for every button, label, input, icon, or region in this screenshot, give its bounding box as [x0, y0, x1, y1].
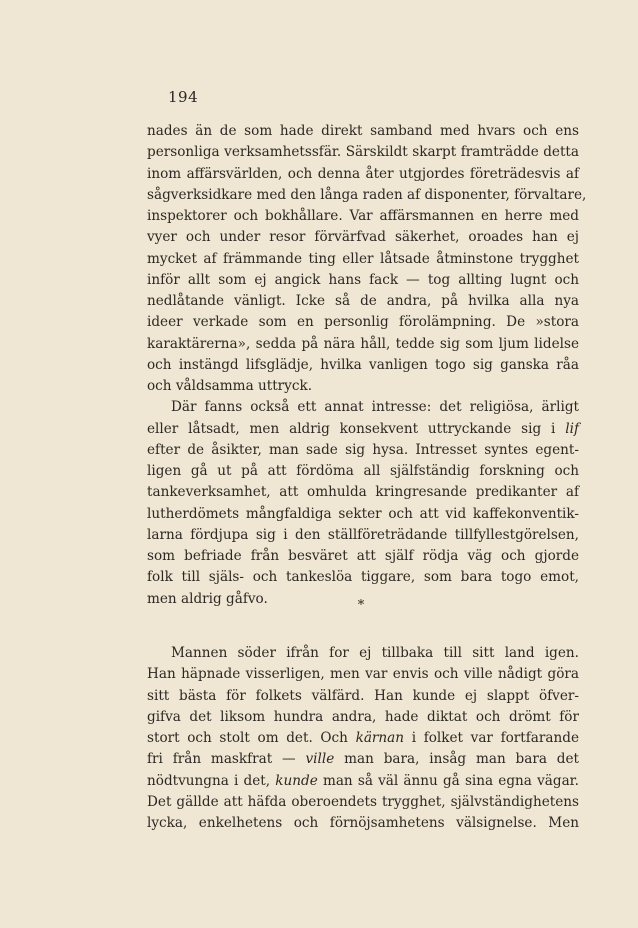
text-line: men aldrig gåfvo.: [147, 590, 268, 607]
text-line: ligen gå ut på att fördöma all själfständig forskning och: [147, 463, 579, 479]
main-text: [147, 121, 587, 610]
text-line: Det gällde att häfda oberoendets trygghet, självständighetens: [147, 793, 579, 810]
text-line: karaktärerna», sedda på nära håll, tedde sig som ljum lidelse: [147, 335, 579, 352]
text-line: [147, 771, 579, 792]
text-line: som befriade från besväret att själf rödja väg och gjorde: [147, 548, 579, 564]
text-run: eller låtsadt, men aldrig konsekvent uttryckande sig i: [147, 420, 566, 437]
text-line: larna fördjupa sig i den ställföreträdande tillfyllestgörelsen,: [147, 526, 579, 543]
text-line: sitt bästa för folkets välfärd. Han kunde ej slappt öfver-: [147, 687, 579, 704]
text-line: gifva det liksom hundra andra, hade diktat och drömt för: [147, 708, 579, 725]
text-line: sågverksidkare med den långa raden af disponenter, förvaltare,: [147, 186, 587, 203]
text-run: fri från maskfrat —: [147, 751, 306, 768]
text-line: mycket af främmande ting eller låtsade åtminstone trygghet: [147, 250, 579, 267]
main-text-continued: [147, 643, 579, 834]
section-separator: [0, 598, 638, 613]
text-line: Mannen söder ifrån for ej tillbaka till sitt land igen.: [171, 645, 579, 661]
text-line: [147, 728, 579, 749]
text-line: folk till själs- och tankeslöa tiggare, som bara togo emot,: [147, 569, 579, 586]
text-line: inom affärsvärlden, och denna åter utgjordes företrädesvis af: [147, 165, 579, 182]
text-run: man så väl ännu gå sina egna vägar.: [317, 772, 579, 789]
text-run: stort och stolt om det. Och: [147, 730, 356, 746]
text-line: Han häpnade visserligen, men var envis och ville nådigt göra: [147, 666, 579, 683]
text-line: efter de åsikter, man sade sig hysa. Intresset syntes egent-: [147, 441, 579, 458]
text-line: [147, 749, 579, 770]
text-line: personliga verksamhetssfär. Särskildt skarpt framträdde detta: [147, 144, 579, 161]
text-line: nedlåtande vänligt. Icke så de andra, på hvilka alla nya: [147, 293, 579, 309]
text-line: nades än de som hade direkt samband med hvars och ens: [147, 123, 579, 139]
text-line: och instängd lifsglädje, hvilka vanligen togo sig ganska råa: [147, 356, 579, 373]
text-line: inspektorer och bokhållare. Var affärsmannen en herre med: [147, 208, 579, 224]
text-run: i folket var fortfarande: [404, 730, 579, 746]
text-line: ideer verkade som en personlig förolämpning. De »stora: [147, 314, 579, 331]
text-line: Där fanns också ett annat intresse: det religiösa, ärligt: [171, 399, 579, 416]
text-line: lutherdömets mångfaldiga sekter och att vid kaffekonventik-: [147, 505, 579, 522]
italic-word: lif: [565, 420, 579, 437]
text-line: [147, 419, 579, 440]
asterisk: *: [357, 598, 365, 613]
italic-word: ville: [305, 751, 335, 768]
italic-word: kärnan: [355, 730, 405, 746]
page-number: 194: [168, 88, 199, 106]
text-run: man bara, insåg man bara det: [334, 751, 579, 768]
text-line: och våldsamma uttryck.: [147, 378, 313, 394]
text-line: tankeverksamhet, att omhulda kringresande predikanter af: [147, 484, 579, 501]
italic-word: kunde: [275, 772, 318, 789]
text-line: lycka, enkelhetens och förnöjsamhetens välsignelse. Men: [147, 815, 579, 831]
text-run: nödtvungna i det,: [147, 772, 276, 789]
text-line: vyer och under resor förvärfvad säkerhet, oroades han ej: [147, 229, 579, 246]
text-line: inför allt som ej angick hans fack — tog allting lugnt och: [147, 271, 579, 288]
